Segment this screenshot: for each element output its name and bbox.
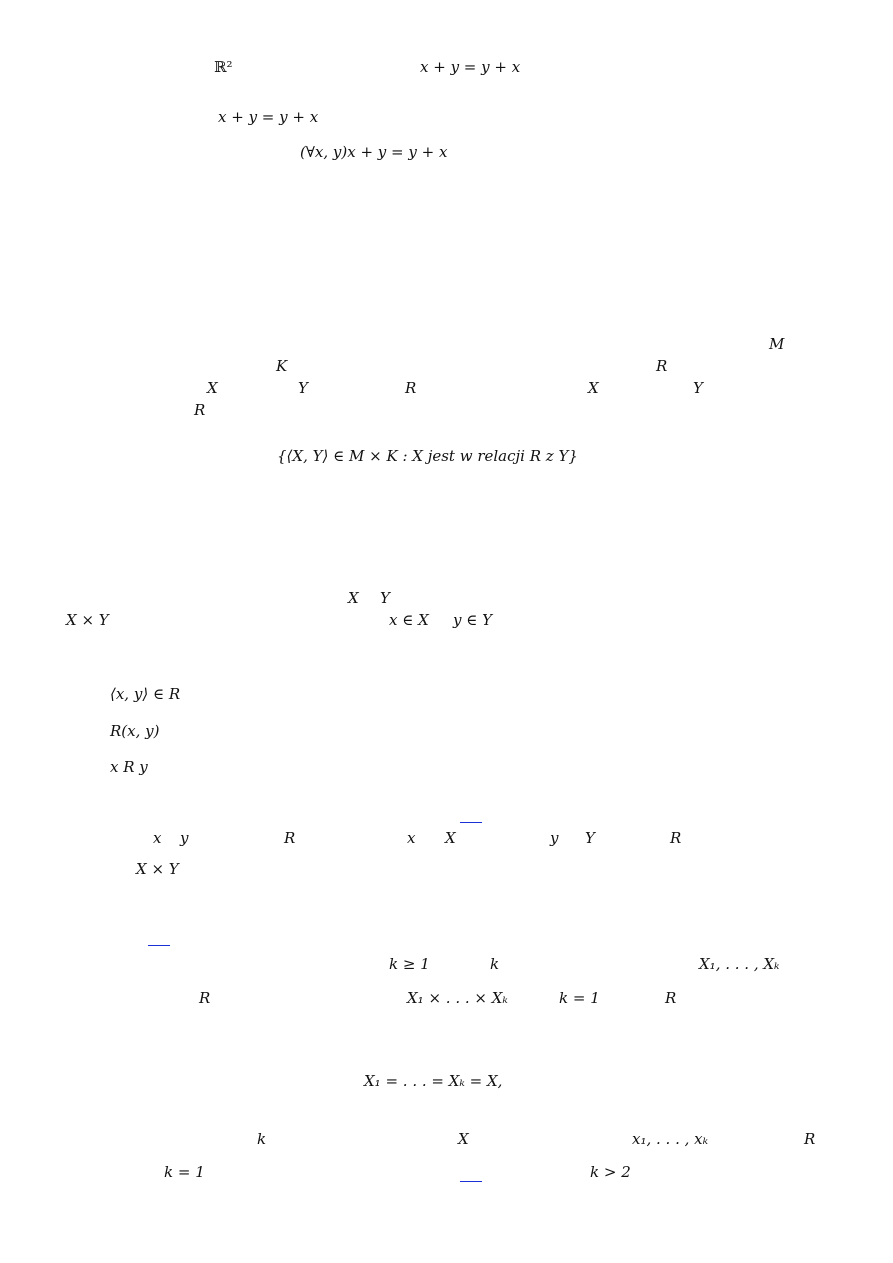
footnote-link[interactable]	[148, 945, 170, 946]
notation-infix: x R y	[110, 758, 148, 776]
footnote-link[interactable]	[460, 1181, 482, 1182]
commutativity-equation: x + y = y + x	[420, 58, 521, 76]
relation-R: R	[670, 829, 682, 847]
cartesian-product: X × Y	[66, 611, 109, 629]
relation-R: R	[665, 989, 677, 1007]
x-in-X: x ∈ X	[389, 611, 429, 629]
relation-R: R	[804, 1130, 816, 1148]
var-Y: Y	[585, 829, 595, 847]
k-geq-1: k ≥ 1	[389, 955, 430, 973]
sets-X1-to-Xk: X₁, . . . , Xₖ	[699, 955, 780, 973]
equal-sets-equation: X₁ = . . . = Xₖ = X,	[364, 1072, 503, 1090]
var-X: X	[207, 379, 218, 397]
var-X: X	[348, 589, 359, 607]
notation-pair-in-R: ⟨x, y⟩ ∈ R	[110, 685, 181, 703]
var-Y: Y	[693, 379, 703, 397]
commutativity-equation-2: x + y = y + x	[218, 108, 319, 126]
var-y: y	[550, 829, 559, 847]
var-y: y	[180, 829, 189, 847]
product-X1-to-Xk: X₁ × . . . × Xₖ	[407, 989, 508, 1007]
y-in-Y: y ∈ Y	[453, 611, 493, 629]
elements-x1-to-xk: x₁, . . . , xₖ	[632, 1130, 709, 1148]
relation-R: R	[405, 379, 417, 397]
var-x: x	[153, 829, 162, 847]
relation-R: R	[656, 357, 668, 375]
var-k: k	[490, 955, 500, 973]
k-equals-1: k = 1	[164, 1163, 205, 1181]
relation-R: R	[284, 829, 296, 847]
var-Y: Y	[380, 589, 390, 607]
var-X: X	[588, 379, 599, 397]
relation-R: R	[194, 401, 206, 419]
k-equals-1: k = 1	[559, 989, 600, 1007]
relation-R: R	[199, 989, 211, 1007]
var-X: X	[458, 1130, 469, 1148]
var-x: x	[407, 829, 416, 847]
relation-set-definition: {⟨X, Y⟩ ∈ M × K : X jest w relacji R z Y}	[277, 447, 578, 465]
cartesian-product: X × Y	[136, 860, 179, 878]
var-Y: Y	[298, 379, 308, 397]
real-plane-symbol: ℝ²	[214, 58, 233, 76]
set-K: K	[276, 357, 288, 375]
notation-R-of-xy: R(x, y)	[110, 722, 160, 740]
var-X: X	[445, 829, 456, 847]
footnote-link[interactable]	[460, 822, 482, 823]
quantified-commutativity: (∀x, y)x + y = y + x	[300, 143, 448, 161]
set-M: M	[769, 335, 785, 353]
k-greater-2: k > 2	[590, 1163, 631, 1181]
var-k: k	[257, 1130, 267, 1148]
